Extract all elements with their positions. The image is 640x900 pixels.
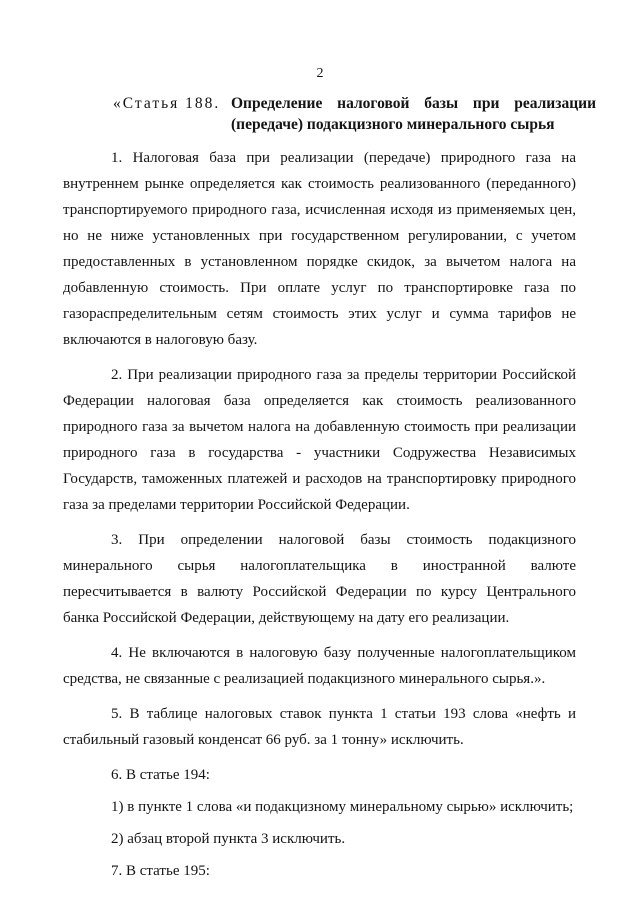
paragraph-1: 1. Налоговая база при реализации (передаче) природного газа на внутреннем рынке определяется как стоимость реализованного (переданного) транспортируемого природного газа, исчисленная исходя из применяемых цен, но не ниже установленных при государственном регулировании, с учетом предоставленных в установленном порядке скидок, за вычетом налога на добавленную стоимость. При оплате услуг по транспортировке газа по газораспределительным сетям стоимость этих услуг и сумма тарифов не включаются в налоговую базу. [63,150,576,348]
article-number: «Статья 188. [113,95,221,112]
article-heading [113,93,603,135]
document-body [63,145,576,890]
paragraph-5: 5. В таблице налоговых ставок пункта 1 статьи 193 слова «нефть и стабильный газовый конденсат 66 руб. за 1 тонну» исключить. [63,706,576,748]
paragraph-4: 4. Не включаются в налоговую базу полученные налогоплательщиком средства, не связанные с реализацией подакцизного минерального сырья.». [63,645,576,687]
article-title: Определение налоговой базы при реализации (передаче) подакцизного минерального сырья [231,95,596,133]
paragraph-6-item-1: 1) в пункте 1 слова «и подакцизному минеральному сырью» исключить; [111,799,574,815]
paragraph-7: 7. В статье 195: [111,863,210,879]
paragraph-6-item-2: 2) абзац второй пункта 3 исключить. [111,831,346,847]
paragraph-6: 6. В статье 194: [111,767,210,783]
paragraph-3: 3. При определении налоговой базы стоимость подакцизного минерального сырья налогоплательщика в иностранной валюте пересчитывается в валюту Российской Федерации по курсу Центрального банка Российской Федерации, действующему на дату его реализации. [63,532,576,626]
page-number: 2 [316,66,324,81]
paragraph-2: 2. При реализации природного газа за пределы территории Российской Федерации налоговая база определяется как стоимость реализованного природного газа за вычетом налога на добавленную стоимость при реализации природного газа в государства - участники Содружества Независимых Государств, таможенных платежей и расходов на транспортировку природного газа за пределами территории Российской Федерации. [63,367,576,513]
